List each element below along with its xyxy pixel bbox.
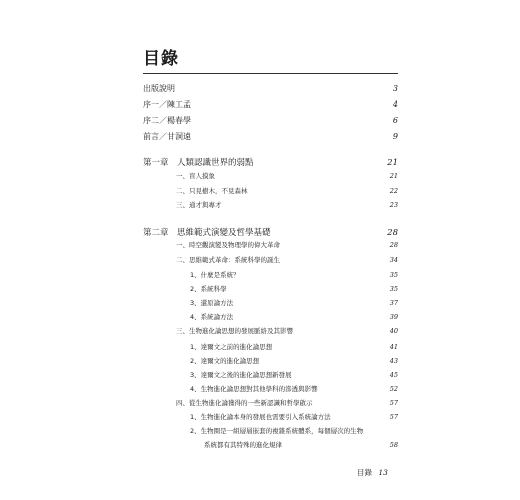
toc-subsection-entry[interactable] [190,282,398,296]
toc-chapter-heading[interactable] [143,156,398,170]
toc-section-entry[interactable] [176,253,398,267]
toc-entry-page-number: 43 [389,357,398,365]
toc-subsection-entry[interactable] [190,382,398,396]
page-title: 目錄 [143,49,179,69]
toc-entry-label: 二、思維範式革命：系統科學的誕生 [176,256,280,264]
toc-entry-page-number: 28 [389,241,398,249]
toc-entry-label: 前言／甘洞遠 [143,132,191,141]
toc-entry-page-number: 58 [389,441,398,449]
toc-front-matter-entry[interactable] [143,82,398,96]
toc-entry-page-number: 35 [389,271,398,279]
toc-subsection-entry[interactable] [190,296,398,310]
toc-entry-label: 2、達爾文的進化論思想 [190,357,260,365]
toc-entry-label: 3、還原論方法 [190,299,234,307]
toc-subsection-entry[interactable] [190,268,398,282]
toc-entry-label: 第二章 思維範式演變及哲學基礎 [143,228,271,238]
toc-entry-page-number: 57 [389,399,398,407]
toc-entry-page-number: 39 [389,313,398,321]
toc-entry-page-number: 3 [392,84,398,93]
toc-entry-page-number: 28 [387,228,398,238]
toc-section-entry[interactable] [176,198,398,212]
toc-entry-label: 一、盲人摸象 [176,172,215,180]
toc-entry-page-number: 52 [389,385,398,393]
toc-entry-label: 二、只見樹木，不見森林 [176,187,248,195]
toc-entry-page-number: 35 [389,285,398,293]
toc-subsection-entry[interactable] [190,368,398,382]
toc-entry-label: 2、生物圈是一組層層嵌套的複雜系統體系，每個層次的生物 [190,427,364,435]
toc-front-matter-entry[interactable] [143,98,398,112]
toc-entry-page-number: 57 [389,413,398,421]
toc-entry-label: 3、達爾文之後的進化論思想新發展 [190,371,292,379]
toc-subsection-entry[interactable] [190,354,398,368]
toc-entry-label: 2、系統科學 [190,285,227,293]
toc-front-matter-entry[interactable] [143,114,398,128]
toc-subsection-entry[interactable] [190,340,398,354]
toc-entry-label: 一、時空觀演變及物理學的偉大革命 [176,241,280,249]
toc-subsection-entry[interactable] [190,410,398,424]
toc-entry-label: 序一／陳工孟 [143,100,191,109]
toc-entry-label: 4、系統論方法 [190,313,234,321]
toc-entry-label: 三、通才與專才 [176,201,222,209]
toc-subsection-entry[interactable] [204,438,398,452]
toc-section-entry[interactable] [176,396,398,410]
toc-entry-page-number: 37 [389,299,398,307]
toc-entry-label: 系統都有其特殊的進化規律 [204,441,282,449]
toc-section-entry[interactable] [176,324,398,338]
toc-entry-label: 第一章 人類認識世界的弱點 [143,158,254,168]
toc-entry-page-number: 41 [389,343,398,351]
toc-entry-label: 三、生物進化論思想的發展脈絡及其影響 [176,327,293,335]
toc-entry-page-number: 21 [389,172,398,180]
toc-front-matter-entry[interactable] [143,130,398,144]
toc-entry-label: 1、什麼是系統？ [190,271,240,279]
toc-entry-label: 出版說明 [143,84,175,93]
toc-entry-label: 四、從生物進化論獲得的一些新認識和哲學啟示 [176,399,313,407]
toc-entry-page-number: 40 [389,327,398,335]
toc-subsection-entry[interactable] [190,310,398,324]
toc-section-entry[interactable] [176,238,398,252]
footer-label: 目錄 [357,468,372,477]
toc-entry-page-number: 23 [389,201,398,209]
footer-page-number: 13 [378,468,388,477]
toc-entry-page-number: 21 [387,158,398,168]
toc-subsection-entry[interactable] [190,424,398,438]
toc-entry-page-number: 6 [392,116,398,125]
toc-entry-page-number: 4 [392,100,398,109]
toc-entry-label: 1、生物進化論本身的發展也需要引入系統論方法 [190,413,331,421]
toc-entry-label: 序二／楊春學 [143,116,191,125]
title-rule [143,73,398,74]
toc-entry-page-number: 22 [389,187,398,195]
toc-entry-label: 1、達爾文之前的進化論思想 [190,343,273,351]
toc-entry-page-number: 9 [392,132,398,141]
toc-entry-page-number: 45 [389,371,398,379]
page-footer [357,467,388,478]
toc-entry-label: 4、生物進化論思想對其他學科的滲透與影響 [190,385,318,393]
toc-section-entry[interactable] [176,184,398,198]
toc-section-entry[interactable] [176,169,398,183]
toc-entry-page-number: 34 [389,256,398,264]
